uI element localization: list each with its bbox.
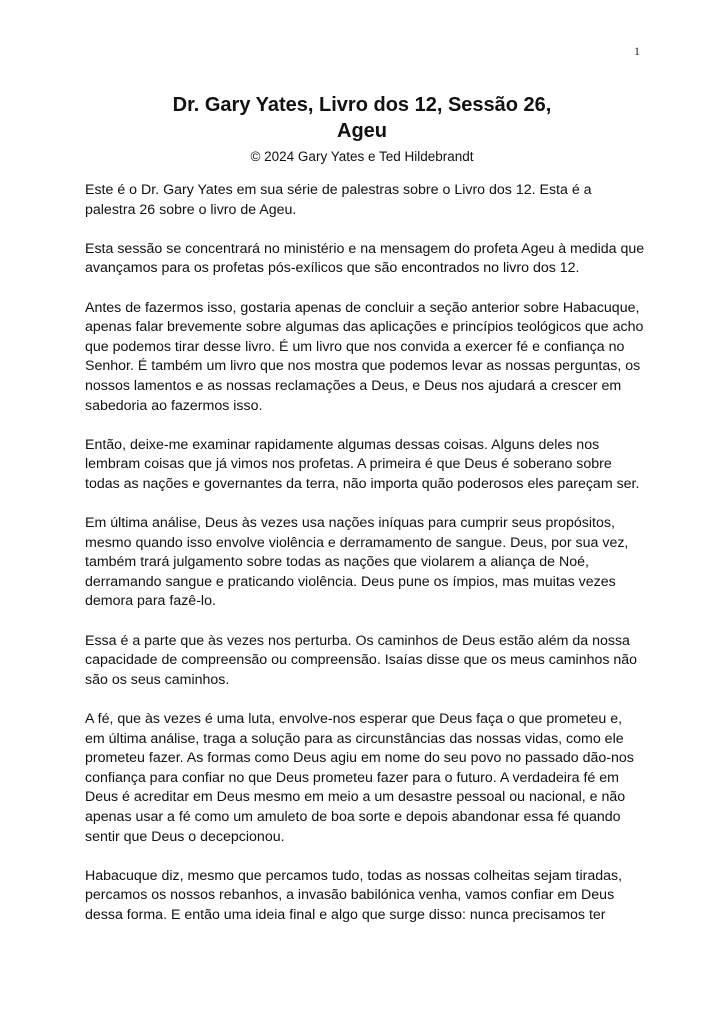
paragraph-5: Em última análise, Deus às vezes usa nações iníquas para cumprir seus propósitos, mesmo quando isso envolve violência e derramamento de sangue. Deus, por sua vez, também trará julgamento sobre todas as nações que violarem a aliança de Noé, derramando sangue e praticando violência. Deus pune os ímpios, mas muitas vezes demora para fazê-lo.: [85, 515, 629, 610]
title-line-1: Dr. Gary Yates, Livro dos 12, Sessão 26,: [172, 94, 552, 116]
paragraph-1: Este é o Dr. Gary Yates em sua série de palestras sobre o Livro dos 12. Esta é a palestra 26 sobre o livro de Ageu.: [85, 182, 592, 218]
copyright-notice: © 2024 Gary Yates e Ted Hildebrandt: [250, 149, 474, 164]
paragraph-3: Antes de fazermos isso, gostaria apenas de concluir a seção anterior sobre Habacuque, apenas falar brevemente sobre algumas das aplicações e princípios teológicos que acho que podemos tirar desse livro. É um livro que nos convida a exercer fé e confiança no Senhor. É também um livro que nos mostra que podemos levar as nossas perguntas, os nossos lamentos e as nossas reclamações a Deus, e Deus nos ajudará a crescer em sabedoria ao fazermos isso.: [85, 299, 644, 414]
paragraph-8: Habacuque diz, mesmo que percamos tudo, todas as nossas colheitas sejam tiradas, percamos os nossos rebanhos, a invasão babilónica venha, vamos confiar em Deus dessa forma. E então uma ideia final e algo que surge disso: nunca precisamos ter: [85, 867, 623, 923]
document-body: [85, 181, 645, 945]
paragraph-7: A fé, que às vezes é uma luta, envolve-nos esperar que Deus faça o que prometeu e, em última análise, traga a solução para as circunstâncias das nossas vidas, como ele prometeu fazer. As formas como Deus agiu em nome do seu povo no passado dão-nos confiança para confiar no que Deus prometeu fazer para o futuro. A verdadeira fé em Deus é acreditar em Deus mesmo em meio a um desastre pessoal ou nacional, e não apenas usar a fé como um amuleto de boa sorte e depois abandonar essa fé quando sentir que Deus o decepcionou.: [85, 711, 634, 845]
title-line-2: Ageu: [337, 120, 387, 142]
paragraph-6: Essa é a parte que às vezes nos perturba. Os caminhos de Deus estão além da nossa capacidade de compreensão ou compreensão. Isaías disse que os meus caminhos não são os seus caminhos.: [85, 632, 638, 688]
paragraph-2: Esta sessão se concentrará no ministério e na mensagem do profeta Ageu à medida que avançamos para os profetas pós-exílicos que são encontrados no livro dos 12.: [85, 240, 645, 277]
page-title: [84, 92, 640, 144]
page-number: 1: [634, 44, 640, 58]
paragraph-4: Então, deixe-me examinar rapidamente algumas dessas coisas. Alguns deles nos lembram coisas que já vimos nos profetas. A primeira é que Deus é soberano sobre todas as nações e governantes da terra, não importa quão poderosos eles pareçam ser.: [85, 436, 640, 492]
